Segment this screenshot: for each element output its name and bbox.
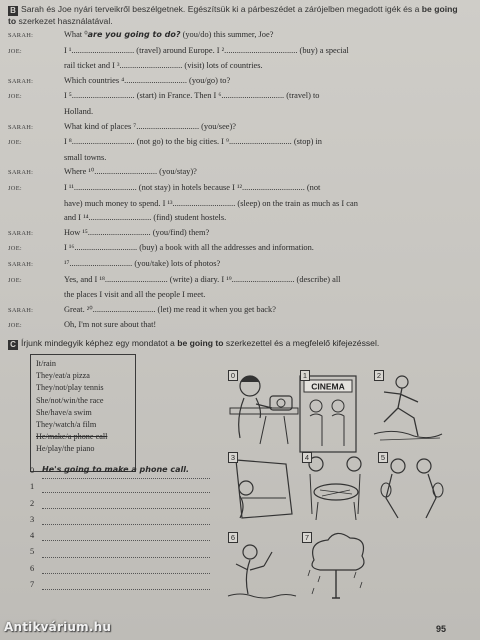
dialogue-segment: Yes, and I ¹⁸.............................. (write) a diary. I ¹⁹.............................. (describe) all <box>64 274 341 284</box>
dialogue-segment: I ⁵.............................. (start) in France. Then I ⁶.............................. (travel) to <box>64 91 320 101</box>
answer-blank[interactable] <box>42 579 210 590</box>
dialogue-line <box>8 151 470 166</box>
speaker-label: SARAH: <box>8 123 34 131</box>
dialogue-text <box>64 105 470 120</box>
speaker-label: JOE: <box>8 139 22 147</box>
phrase-item: She/have/a swim <box>36 407 92 417</box>
dialogue-segment: Oh, I'm not sure about that! <box>64 320 157 330</box>
answer-blank[interactable] <box>42 482 210 493</box>
dialogue-line <box>8 318 470 334</box>
answer-blank[interactable] <box>42 563 210 574</box>
answer-row <box>30 528 210 544</box>
answer-lines <box>30 462 210 593</box>
picture-number-4: 4 <box>302 452 312 463</box>
dialogue-line <box>8 74 470 90</box>
cinema-sign-text: CINEMA <box>311 381 345 392</box>
dialogue-segment: have) much money to spend. I ¹³.............................. (sleep) on the train as much as I can <box>64 198 358 208</box>
answer-number: 5 <box>30 547 35 557</box>
speaker-label: JOE: <box>8 93 22 101</box>
dialogue-line <box>8 105 470 120</box>
dialogue-line <box>8 197 470 212</box>
phrase-item: They/not/play tennis <box>36 383 104 393</box>
answer-blank[interactable] <box>42 530 210 541</box>
dialogue-segment: I ¹¹.............................. (not stay) in hotels because I ¹².............................. (not <box>64 182 321 192</box>
dialogue-segment: rail ticket and I ³.............................. (visit) lots of countries. <box>64 61 263 71</box>
picture-number-3: 3 <box>228 452 238 463</box>
answer-blank[interactable] <box>42 498 210 509</box>
phrase-item: It/rain <box>36 359 57 368</box>
dialogue-segment: I ¹.............................. (travel) around Europe. I ²................................... (buy) a special <box>64 45 349 55</box>
answer-row <box>30 544 210 560</box>
dialogue-line <box>8 28 470 44</box>
dialogue-text <box>64 181 470 197</box>
answer-blank[interactable] <box>42 547 210 558</box>
dialogue-line <box>8 120 470 136</box>
dialogue-segment: Great. ²⁰.............................. (let) me read it when you get back? <box>64 304 276 314</box>
answer-row <box>30 462 210 479</box>
dialogue-segment: I ⁸.............................. (not go) to the big cities. I ⁹.............................. (stop) in <box>64 137 322 147</box>
picture-number-5: 5 <box>378 452 388 463</box>
answer-number: 0 <box>30 466 35 475</box>
speaker-label <box>8 288 64 303</box>
answer-number: 7 <box>30 580 35 590</box>
dialogue-text <box>64 74 470 90</box>
answer-row <box>30 577 210 593</box>
dialogue-segment: I ¹⁶.............................. (buy) a book with all the addresses and information. <box>64 243 314 253</box>
dialogue-segment: Where ¹⁰.............................. (you/stay)? <box>64 167 197 177</box>
picture-number-0: 0 <box>228 370 238 381</box>
phrase-item: She/not/win/the race <box>36 395 104 405</box>
speaker-label: SARAH: <box>8 229 34 237</box>
dialogue-segment: small towns. <box>64 152 107 162</box>
speaker-label: JOE: <box>8 276 22 284</box>
speaker-label: JOE: <box>8 184 22 192</box>
dialogue-segment: (you/do) this summer, Joe? <box>180 30 274 39</box>
dialogue-text <box>64 241 470 257</box>
dialogue-text <box>64 257 470 273</box>
exercise-b-badge: B <box>8 6 18 16</box>
exercise-c-instruction: C Írjunk mindegyik képhez egy mondatot a be going to szerkezettel és a megfelelő kifejezéssel. <box>8 338 470 350</box>
speaker-label: SARAH: <box>8 306 34 314</box>
dialogue-text <box>64 273 470 289</box>
speaker-label: SARAH: <box>8 32 34 39</box>
page-number: 95 <box>435 624 446 634</box>
dialogue-text <box>64 288 470 303</box>
speaker-label: SARAH: <box>8 169 34 177</box>
dialogue-text <box>64 89 470 105</box>
answer-number: 3 <box>30 514 35 524</box>
phrase-item: They/watch/a film <box>36 420 97 430</box>
picture-number-7: 7 <box>302 532 312 543</box>
speaker-label <box>8 59 64 74</box>
exercise-c-badge: C <box>8 340 18 350</box>
dialogue-text <box>64 197 470 212</box>
picture-number-1: 1 <box>300 370 310 381</box>
answer-number: 4 <box>30 531 35 541</box>
phrase-item: They/eat/a pizza <box>36 371 90 381</box>
answer-row <box>30 561 210 577</box>
exercise-b-instruction: B Sarah és Joe nyári terveikről beszélgetnek. Egészítsük ki a párbeszédet a zárójelben megadott igék és a be going to szerkezet használatával. <box>8 4 458 26</box>
dialogue-text <box>64 211 470 226</box>
dialogue-text <box>64 165 470 181</box>
dialogue-segment: What ⁰ <box>64 30 88 39</box>
phrase-box <box>30 354 136 472</box>
picture-number-6: 6 <box>228 532 238 543</box>
dialogue-line <box>8 44 470 60</box>
phrase-item: He/make/a phone call <box>36 432 108 442</box>
dialogue-line <box>8 288 470 303</box>
dialogue-text <box>64 135 470 151</box>
speaker-label: JOE: <box>8 322 22 330</box>
speaker-label: SARAH: <box>8 260 34 268</box>
dialogue-segment: Holland. <box>64 106 94 116</box>
dialogue-line <box>8 273 470 289</box>
speaker-label <box>8 105 64 120</box>
dialogue-text <box>64 318 470 334</box>
dialogue <box>8 28 470 334</box>
speaker-label: JOE: <box>8 47 22 55</box>
dialogue-text <box>64 59 470 74</box>
dialogue-line <box>8 257 470 273</box>
answer-row <box>30 479 210 495</box>
dialogue-segment: Which countries ⁴.............................. (you/go) to? <box>64 75 231 85</box>
answer-row <box>30 512 210 528</box>
dialogue-text <box>64 44 470 60</box>
handwritten-answer: are you going to do? <box>87 30 181 39</box>
dialogue-line <box>8 181 470 197</box>
speaker-label: SARAH: <box>8 77 34 85</box>
phrase-item: He/play/the piano <box>36 444 95 454</box>
picture-number-2: 2 <box>374 370 384 381</box>
handwritten-answer: He's going to make a phone call. <box>42 462 210 479</box>
dialogue-segment: and I ¹⁴.............................. (find) student hostels. <box>64 213 227 223</box>
dialogue-text <box>64 28 470 44</box>
dialogue-text <box>64 120 470 136</box>
answer-number: 6 <box>30 563 35 573</box>
dialogue-text <box>64 303 470 319</box>
answer-row <box>30 496 210 512</box>
dialogue-line <box>8 165 470 181</box>
speaker-label: JOE: <box>8 245 22 253</box>
answer-number: 2 <box>30 498 35 508</box>
dialogue-segment: ¹⁷.............................. (you/take) lots of photos? <box>64 258 221 268</box>
dialogue-segment: What kind of places ⁷.............................. (you/see)? <box>64 121 237 131</box>
speaker-label <box>8 197 64 212</box>
dialogue-segment: the places I visit and all the people I meet. <box>64 290 206 300</box>
answer-blank[interactable] <box>42 514 210 525</box>
dialogue-line <box>8 211 470 226</box>
speaker-label <box>8 211 64 226</box>
answer-number: 1 <box>30 482 35 492</box>
dialogue-segment: How ¹⁵.............................. (you/find) them? <box>64 227 210 237</box>
dialogue-line <box>8 226 470 242</box>
dialogue-line <box>8 59 470 74</box>
dialogue-line <box>8 89 470 105</box>
dialogue-text <box>64 151 470 166</box>
speaker-label <box>8 151 64 166</box>
picture-1-cinema <box>296 368 360 456</box>
dialogue-text <box>64 226 470 242</box>
watermark: Antikvárium.hu <box>4 620 112 634</box>
dialogue-line <box>8 135 470 151</box>
dialogue-line <box>8 241 470 257</box>
dialogue-line <box>8 303 470 319</box>
